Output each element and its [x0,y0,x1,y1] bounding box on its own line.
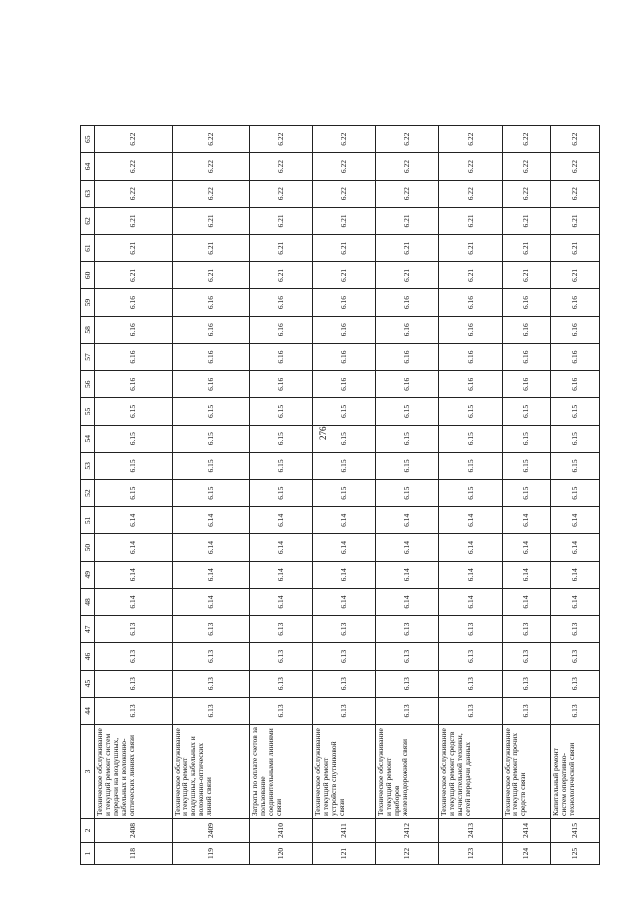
value-cell: 6.16 [313,343,376,370]
value-cell: 6.15 [250,398,313,425]
table-container [80,125,600,865]
value-cell: 6.21 [95,235,173,262]
value-cell: 6.13 [439,643,502,670]
table-row [551,126,600,865]
value-cell: 6.13 [376,670,439,697]
value-cell: 6.21 [250,235,313,262]
column-header: 58 [81,316,95,343]
value-cell: 6.16 [250,289,313,316]
row-code-cell: 2411 [313,819,376,843]
value-cell: 6.14 [502,588,551,615]
row-description-cell: Техническое обслуживание и текущий ремонт устройств спутниковой связи [313,725,376,819]
value-cell: 6.21 [313,235,376,262]
value-cell: 6.16 [376,343,439,370]
page-number: 276 [318,426,328,440]
value-cell: 6.13 [502,643,551,670]
row-description-cell: Затраты по оплате счетов за пользование соединительными линиями связи [250,725,313,819]
column-header: 63 [81,180,95,207]
value-cell: 6.21 [313,207,376,234]
value-cell: 6.14 [172,561,250,588]
header-row [81,126,95,865]
value-cell: 6.14 [502,534,551,561]
value-cell: 6.22 [172,153,250,180]
value-cell: 6.13 [250,643,313,670]
value-cell: 6.21 [313,262,376,289]
value-cell: 6.16 [502,289,551,316]
value-cell: 6.15 [95,480,173,507]
value-cell: 6.16 [376,371,439,398]
row-code-cell: 2410 [250,819,313,843]
value-cell: 6.15 [313,398,376,425]
value-cell: 6.14 [551,534,600,561]
value-cell: 6.14 [172,507,250,534]
value-cell: 6.14 [313,588,376,615]
value-cell: 6.15 [502,452,551,479]
value-cell: 6.16 [172,289,250,316]
value-cell: 6.14 [313,561,376,588]
value-cell: 6.15 [95,425,173,452]
value-cell: 6.22 [95,180,173,207]
value-cell: 6.16 [502,343,551,370]
value-cell: 6.15 [95,398,173,425]
row-code-cell: 2413 [439,819,502,843]
value-cell: 6.13 [551,643,600,670]
column-header: 45 [81,670,95,697]
value-cell: 6.15 [502,398,551,425]
value-cell: 6.22 [172,126,250,153]
value-cell: 6.14 [95,588,173,615]
value-cell: 6.21 [172,207,250,234]
value-cell: 6.16 [439,289,502,316]
value-cell: 6.22 [376,153,439,180]
value-cell: 6.13 [95,616,173,643]
row-code-cell: 2414 [502,819,551,843]
value-cell: 6.13 [439,616,502,643]
value-cell: 6.15 [172,480,250,507]
value-cell: 6.14 [439,507,502,534]
table-row [95,126,173,865]
value-cell: 6.13 [313,643,376,670]
value-cell: 6.21 [95,262,173,289]
value-cell: 6.14 [95,534,173,561]
row-description-cell: Техническое обслуживание и текущий ремонт прочих средств связи [502,725,551,819]
value-cell: 6.16 [551,343,600,370]
value-cell: 6.22 [376,126,439,153]
data-table [80,125,600,865]
value-cell: 6.16 [250,371,313,398]
column-header: 65 [81,126,95,153]
value-cell: 6.15 [250,480,313,507]
value-cell: 6.15 [172,452,250,479]
value-cell: 6.22 [439,153,502,180]
value-cell: 6.15 [439,425,502,452]
row-number-cell: 122 [376,843,439,865]
value-cell: 6.22 [313,126,376,153]
value-cell: 6.22 [95,126,173,153]
value-cell: 6.14 [172,534,250,561]
value-cell: 6.14 [551,561,600,588]
table-row [502,126,551,865]
value-cell: 6.14 [250,534,313,561]
value-cell: 6.13 [376,616,439,643]
value-cell: 6.14 [502,561,551,588]
value-cell: 6.22 [439,180,502,207]
value-cell: 6.15 [502,480,551,507]
column-header: 59 [81,289,95,316]
row-code-cell: 2412 [376,819,439,843]
value-cell: 6.13 [313,670,376,697]
row-description-cell: Техническое обслуживание и текущий ремонт систем передачи на воздушных, кабельных и волоконно-оптических линиях связи [95,725,173,819]
value-cell: 6.13 [250,697,313,724]
value-cell: 6.16 [313,371,376,398]
value-cell: 6.22 [551,153,600,180]
column-header: 50 [81,534,95,561]
value-cell: 6.13 [439,697,502,724]
value-cell: 6.13 [376,697,439,724]
value-cell: 6.16 [439,343,502,370]
row-number-cell: 118 [95,843,173,865]
value-cell: 6.13 [502,616,551,643]
value-cell: 6.16 [95,316,173,343]
value-cell: 6.21 [551,235,600,262]
value-cell: 6.14 [250,561,313,588]
value-cell: 6.14 [313,534,376,561]
row-number-cell: 123 [439,843,502,865]
value-cell: 6.22 [250,126,313,153]
row-number-cell: 119 [172,843,250,865]
value-cell: 6.13 [95,697,173,724]
value-cell: 6.14 [376,561,439,588]
value-cell: 6.22 [313,180,376,207]
row-number-cell: 125 [551,843,600,865]
value-cell: 6.14 [502,507,551,534]
value-cell: 6.16 [376,316,439,343]
value-cell: 6.21 [502,235,551,262]
value-cell: 6.16 [250,343,313,370]
value-cell: 6.15 [551,425,600,452]
column-header: 54 [81,425,95,452]
value-cell: 6.16 [95,371,173,398]
value-cell: 6.16 [172,371,250,398]
value-cell: 6.15 [502,425,551,452]
value-cell: 6.21 [502,262,551,289]
value-cell: 6.21 [376,235,439,262]
value-cell: 6.14 [376,534,439,561]
value-cell: 6.22 [502,153,551,180]
value-cell: 6.14 [439,534,502,561]
row-description-cell: Капитальный ремонт систем оперативно-технологической связи [551,725,600,819]
value-cell: 6.13 [376,643,439,670]
value-cell: 6.21 [439,262,502,289]
value-cell: 6.16 [551,289,600,316]
value-cell: 6.15 [551,398,600,425]
value-cell: 6.22 [376,180,439,207]
value-cell: 6.15 [250,425,313,452]
value-cell: 6.15 [376,398,439,425]
row-number-cell: 120 [250,843,313,865]
value-cell: 6.13 [172,697,250,724]
value-cell: 6.15 [95,452,173,479]
value-cell: 6.16 [439,371,502,398]
value-cell: 6.15 [376,452,439,479]
value-cell: 6.13 [250,616,313,643]
value-cell: 6.22 [502,180,551,207]
column-header: 47 [81,616,95,643]
table-row [250,126,313,865]
table-row [313,126,376,865]
table-row [439,126,502,865]
value-cell: 6.22 [172,180,250,207]
value-cell: 6.13 [95,643,173,670]
column-header: 1 [81,843,95,865]
value-cell: 6.16 [95,343,173,370]
column-header: 48 [81,588,95,615]
value-cell: 6.15 [313,452,376,479]
value-cell: 6.13 [551,697,600,724]
column-header: 62 [81,207,95,234]
column-header: 52 [81,480,95,507]
column-header: 64 [81,153,95,180]
value-cell: 6.16 [439,316,502,343]
table-row [376,126,439,865]
value-cell: 6.16 [313,289,376,316]
value-cell: 6.15 [172,398,250,425]
column-header: 3 [81,725,95,819]
row-code-cell: 2409 [172,819,250,843]
value-cell: 6.14 [172,588,250,615]
value-cell: 6.16 [250,316,313,343]
value-cell: 6.13 [502,697,551,724]
column-header: 2 [81,819,95,843]
column-header: 61 [81,235,95,262]
value-cell: 6.14 [551,588,600,615]
value-cell: 6.16 [313,316,376,343]
value-cell: 6.15 [172,425,250,452]
value-cell: 6.15 [313,480,376,507]
row-description-cell: Техническое обслуживание и текущий ремонт приборов железнодорожной связи [376,725,439,819]
value-cell: 6.21 [502,207,551,234]
value-cell: 6.21 [551,207,600,234]
value-cell: 6.13 [502,670,551,697]
value-cell: 6.15 [551,452,600,479]
value-cell: 6.14 [313,507,376,534]
value-cell: 6.22 [439,126,502,153]
value-cell: 6.14 [376,507,439,534]
value-cell: 6.14 [95,507,173,534]
value-cell: 6.16 [502,371,551,398]
column-header: 55 [81,398,95,425]
table-row [172,126,250,865]
column-header: 51 [81,507,95,534]
value-cell: 6.13 [551,670,600,697]
value-cell: 6.16 [95,289,173,316]
row-description-cell: Техническое обслуживание и текущий ремонт средств вычислительной техники, сетей передачи данных [439,725,502,819]
value-cell: 6.14 [250,507,313,534]
value-cell: 6.16 [551,371,600,398]
value-cell: 6.15 [313,425,376,452]
value-cell: 6.15 [439,480,502,507]
value-cell: 6.21 [250,207,313,234]
value-cell: 6.21 [172,262,250,289]
value-cell: 6.15 [250,452,313,479]
column-header: 46 [81,643,95,670]
value-cell: 6.22 [502,126,551,153]
value-cell: 6.14 [551,507,600,534]
column-header: 60 [81,262,95,289]
row-description-cell: Техническое обслуживание и текущий ремонт воздушных, кабельных и волоконно-оптических линий связи [172,725,250,819]
value-cell: 6.21 [439,207,502,234]
value-cell: 6.14 [95,561,173,588]
value-cell: 6.13 [250,670,313,697]
value-cell: 6.15 [551,480,600,507]
value-cell: 6.15 [439,452,502,479]
value-cell: 6.13 [95,670,173,697]
value-cell: 6.22 [313,153,376,180]
value-cell: 6.22 [551,180,600,207]
value-cell: 6.21 [172,235,250,262]
value-cell: 6.16 [172,316,250,343]
column-header: 53 [81,452,95,479]
value-cell: 6.14 [439,561,502,588]
value-cell: 6.21 [439,235,502,262]
value-cell: 6.13 [439,670,502,697]
column-header: 57 [81,343,95,370]
value-cell: 6.13 [172,616,250,643]
value-cell: 6.13 [172,670,250,697]
value-cell: 6.16 [551,316,600,343]
value-cell: 6.15 [376,480,439,507]
value-cell: 6.21 [95,207,173,234]
value-cell: 6.21 [551,262,600,289]
value-cell: 6.21 [376,262,439,289]
column-header: 56 [81,371,95,398]
value-cell: 6.13 [172,643,250,670]
value-cell: 6.14 [376,588,439,615]
value-cell: 6.21 [250,262,313,289]
value-cell: 6.16 [502,316,551,343]
row-number-cell: 121 [313,843,376,865]
column-header: 44 [81,697,95,724]
value-cell: 6.13 [551,616,600,643]
column-header: 49 [81,561,95,588]
value-cell: 6.22 [551,126,600,153]
row-code-cell: 2415 [551,819,600,843]
value-cell: 6.14 [250,588,313,615]
row-code-cell: 2408 [95,819,173,843]
value-cell: 6.15 [376,425,439,452]
value-cell: 6.15 [439,398,502,425]
row-number-cell: 124 [502,843,551,865]
value-cell: 6.14 [439,588,502,615]
value-cell: 6.13 [313,697,376,724]
value-cell: 6.22 [250,153,313,180]
value-cell: 6.16 [376,289,439,316]
value-cell: 6.16 [172,343,250,370]
value-cell: 6.22 [250,180,313,207]
value-cell: 6.13 [313,616,376,643]
value-cell: 6.22 [95,153,173,180]
value-cell: 6.21 [376,207,439,234]
